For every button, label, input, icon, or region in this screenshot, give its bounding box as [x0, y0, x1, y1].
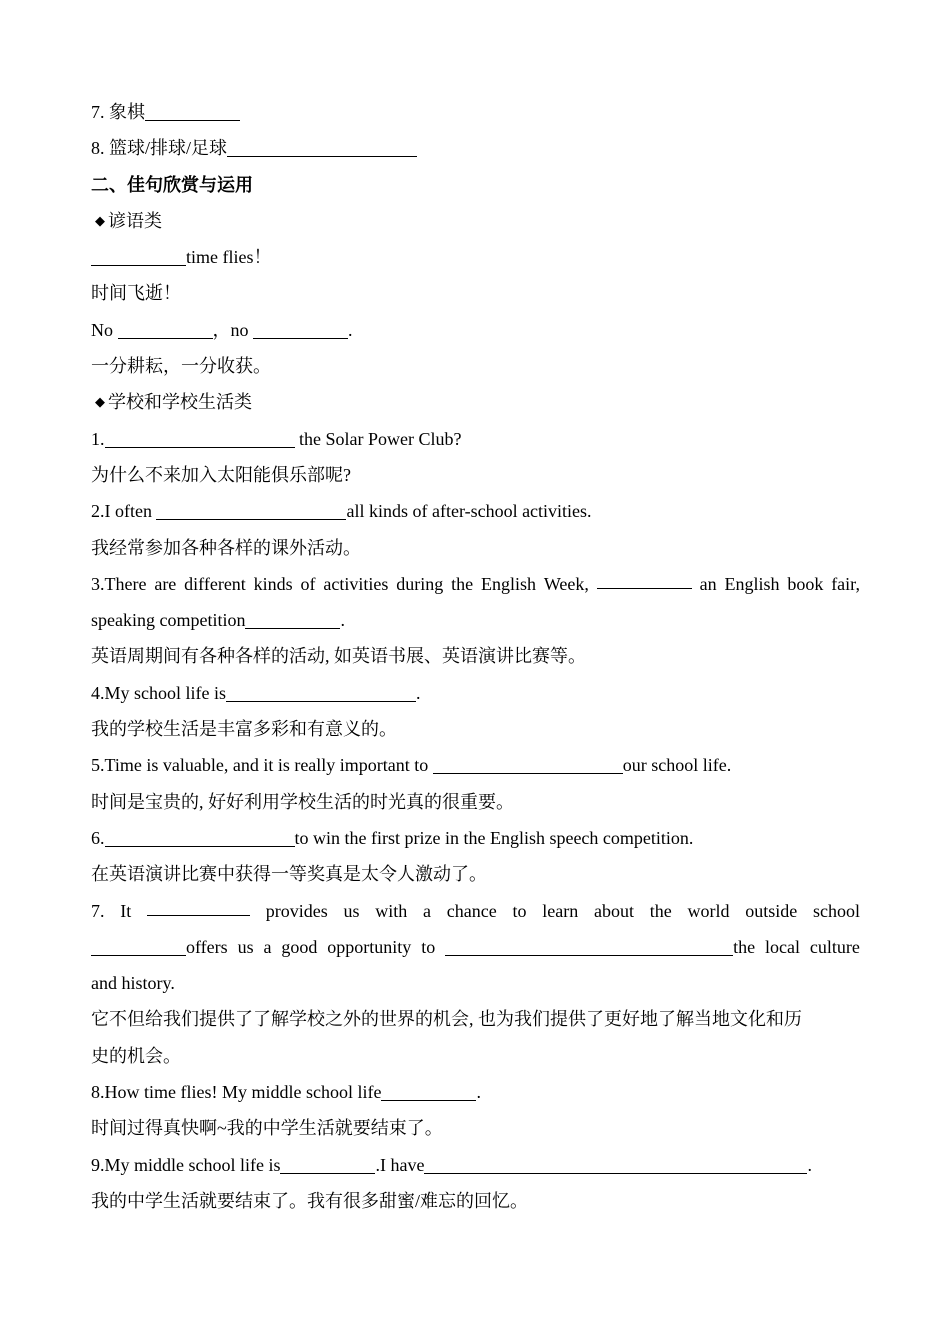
sentence-9: 9.My middle school life is .I have . — [91, 1147, 860, 1183]
answer-blank[interactable] — [156, 497, 346, 520]
answer-blank[interactable] — [381, 1078, 476, 1101]
sentence-2-translation: 我经常参加各种各样的课外活动。 — [91, 537, 361, 558]
sentence-5: 5.Time is valuable, and it is really important to our school life. — [91, 747, 860, 783]
sentence-4-translation: 我的学校生活是丰富多彩和有意义的。 — [91, 719, 397, 740]
sentence-7-end: and history. — [91, 973, 175, 994]
diamond-bullet-icon: ◆ — [95, 212, 105, 228]
answer-blank[interactable] — [105, 425, 295, 448]
answer-blank[interactable] — [147, 893, 250, 916]
worksheet-page — [91, 94, 860, 1219]
sentence-8: 8.How time flies! My middle school life . — [91, 1074, 860, 1110]
subheading-school: ◆ 学校和学校生活类 — [95, 392, 252, 413]
sentence-1: 1. the Solar Power Club? — [91, 421, 860, 457]
proverb-2-translation: 一分耕耘，一分收获。 — [91, 356, 271, 377]
sentence-3: 3.There are different kinds of activities during the English Week, an English book fair, — [91, 566, 860, 602]
answer-blank[interactable] — [91, 243, 186, 266]
sentence-9-translation: 我的中学生活就要结束了。我有很多甜蜜/难忘的回忆。 — [91, 1190, 528, 1211]
proverb-1-translation: 时间飞逝！ — [91, 283, 181, 304]
answer-blank[interactable] — [227, 134, 417, 157]
sentence-5-translation: 时间是宝贵的, 好好利用学校生活的时光真的很重要。 — [91, 791, 514, 812]
section-title: 二、佳句欣赏与运用 — [91, 174, 253, 195]
answer-blank[interactable] — [245, 606, 340, 629]
answer-blank[interactable] — [445, 933, 733, 956]
sentence-6-translation: 在英语演讲比赛中获得一等奖真是太令人激动了。 — [91, 864, 487, 885]
sentence-7-translation-1: 它不但给我们提供了了解学校之外的世界的机会, 也为我们提供了更好地了解当地文化和历 — [91, 1009, 802, 1030]
sentence-7-cont: offers us a good opportunity to the local culture — [91, 929, 860, 965]
diamond-bullet-icon: ◆ — [95, 394, 105, 410]
answer-blank[interactable] — [91, 933, 186, 956]
answer-blank[interactable] — [597, 566, 692, 589]
subheading-proverbs: ◆ 谚语类 — [95, 210, 162, 231]
sentence-6: 6. to win the first prize in the English speech competition. — [91, 820, 860, 856]
sentence-8-translation: 时间过得真快啊~我的中学生活就要结束了。 — [91, 1118, 443, 1139]
proverb-2: No ，no . — [91, 312, 860, 348]
answer-blank[interactable] — [280, 1151, 375, 1174]
answer-blank[interactable] — [145, 98, 240, 121]
sentence-3-translation: 英语周期间有各种各样的活动, 如英语书展、英语演讲比赛等。 — [91, 646, 586, 667]
answer-blank[interactable] — [118, 316, 213, 339]
sentence-7: 7. It provides us with a chance to learn about the world outside school — [91, 893, 860, 929]
answer-blank[interactable] — [424, 1151, 807, 1174]
proverb-1: time flies！ — [91, 239, 860, 275]
answer-blank[interactable] — [253, 316, 348, 339]
answer-blank[interactable] — [433, 751, 623, 774]
vocab-item-8: 8. 篮球/排球/足球 — [91, 130, 860, 166]
sentence-3-cont: speaking competition . — [91, 602, 860, 638]
answer-blank[interactable] — [105, 824, 295, 847]
sentence-1-translation: 为什么不来加入太阳能俱乐部呢? — [91, 464, 351, 485]
sentence-2: 2.I often all kinds of after-school activities. — [91, 493, 860, 529]
vocab-item-7: 7. 象棋 — [91, 94, 860, 130]
sentence-7-translation-2: 史的机会。 — [91, 1045, 181, 1066]
sentence-4: 4.My school life is . — [91, 675, 860, 711]
answer-blank[interactable] — [226, 679, 416, 702]
